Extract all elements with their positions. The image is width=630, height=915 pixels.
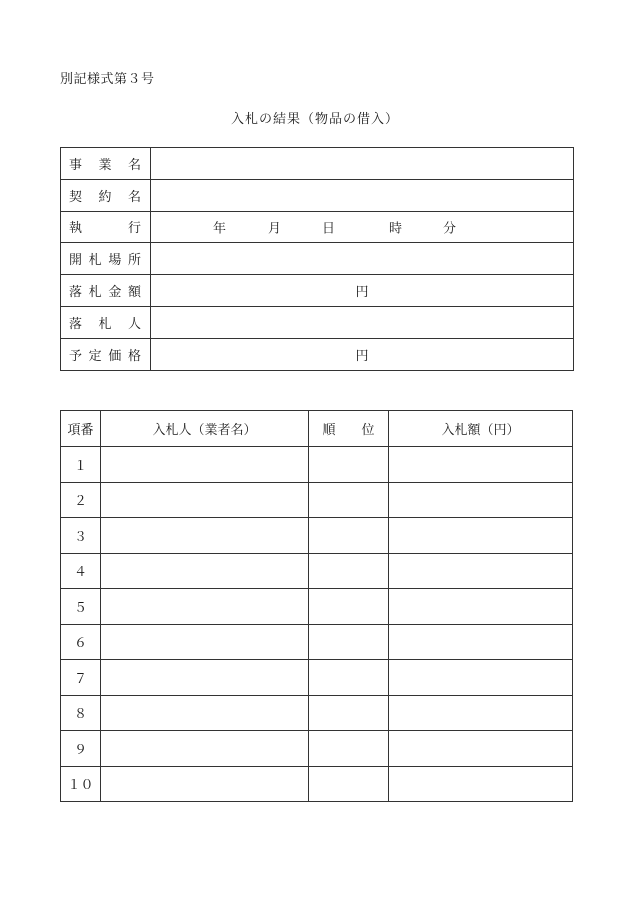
summary-table <box>60 147 574 371</box>
bidder-name-cell[interactable] <box>101 447 309 483</box>
label-project-name: 事 業 名 <box>61 148 151 180</box>
label-winning-amount: 落 札 金 額 <box>61 275 151 307</box>
rank-cell[interactable] <box>309 766 389 802</box>
value-winner[interactable] <box>151 306 574 338</box>
table-row <box>61 482 573 518</box>
bid-table-header <box>61 411 573 447</box>
summary-row-opening-place <box>61 243 574 275</box>
rank-cell[interactable] <box>309 731 389 767</box>
rank-cell[interactable] <box>309 624 389 660</box>
bidder-name-cell[interactable] <box>101 731 309 767</box>
table-row <box>61 447 573 483</box>
value-project-name[interactable] <box>151 148 574 180</box>
header-item-number: 項番 <box>61 411 101 447</box>
value-execution-datetime[interactable] <box>151 211 574 243</box>
unit-hour: 時 <box>389 221 403 237</box>
table-row <box>61 695 573 731</box>
bid-amount-cell[interactable] <box>389 660 573 696</box>
summary-row-winning-amount <box>61 275 574 307</box>
label-winner: 落 札 人 <box>61 306 151 338</box>
bid-amount-cell[interactable] <box>389 518 573 554</box>
table-row <box>61 766 573 802</box>
bid-amount-cell[interactable] <box>389 624 573 660</box>
item-number-cell: ２ <box>61 482 101 518</box>
rank-cell[interactable] <box>309 518 389 554</box>
label-execution: 執 行 <box>61 211 151 243</box>
bid-table <box>60 410 573 802</box>
rank-cell[interactable] <box>309 660 389 696</box>
table-row <box>61 553 573 589</box>
table-row <box>61 660 573 696</box>
value-opening-place[interactable] <box>151 243 574 275</box>
summary-row-planned-price <box>61 338 574 370</box>
rank-cell[interactable] <box>309 482 389 518</box>
item-number-cell: ５ <box>61 589 101 625</box>
bidder-name-cell[interactable] <box>101 553 309 589</box>
bidder-name-cell[interactable] <box>101 695 309 731</box>
unit-year: 年 <box>213 221 227 237</box>
bidder-name-cell[interactable] <box>101 660 309 696</box>
header-bid-amount: 入札額（円） <box>389 411 573 447</box>
rank-cell[interactable] <box>309 589 389 625</box>
document-title: 入札の結果（物品の借入） <box>230 112 399 127</box>
table-row <box>61 624 573 660</box>
item-number-cell: １０ <box>61 766 101 802</box>
unit-day: 日 <box>322 221 336 237</box>
bid-amount-cell[interactable] <box>389 766 573 802</box>
value-planned-price[interactable]: 円 <box>151 338 574 370</box>
value-contract-name[interactable] <box>151 179 574 211</box>
item-number-cell: ７ <box>61 660 101 696</box>
bid-amount-cell[interactable] <box>389 447 573 483</box>
unit-minute: 分 <box>443 221 457 237</box>
item-number-cell: １ <box>61 447 101 483</box>
item-number-cell: ３ <box>61 518 101 554</box>
bidder-name-cell[interactable] <box>101 482 309 518</box>
item-number-cell: ８ <box>61 695 101 731</box>
bid-amount-cell[interactable] <box>389 731 573 767</box>
value-winning-amount[interactable]: 円 <box>151 275 574 307</box>
summary-row-project-name <box>61 148 574 180</box>
form-number: 別記様式第３号 <box>60 72 155 87</box>
bid-amount-cell[interactable] <box>389 589 573 625</box>
header-rank: 順 位 <box>309 411 389 447</box>
item-number-cell: ６ <box>61 624 101 660</box>
summary-row-execution <box>61 211 574 243</box>
label-opening-place: 開 札 場 所 <box>61 243 151 275</box>
table-row <box>61 731 573 767</box>
rank-cell[interactable] <box>309 553 389 589</box>
bidder-name-cell[interactable] <box>101 624 309 660</box>
rank-cell[interactable] <box>309 695 389 731</box>
item-number-cell: ４ <box>61 553 101 589</box>
header-bidder: 入札人（業者名） <box>101 411 309 447</box>
label-contract-name: 契 約 名 <box>61 179 151 211</box>
bidder-name-cell[interactable] <box>101 766 309 802</box>
item-number-cell: ９ <box>61 731 101 767</box>
table-row <box>61 518 573 554</box>
label-planned-price: 予 定 価 格 <box>61 338 151 370</box>
bid-amount-cell[interactable] <box>389 695 573 731</box>
bidder-name-cell[interactable] <box>101 518 309 554</box>
bid-amount-cell[interactable] <box>389 553 573 589</box>
table-row <box>61 589 573 625</box>
rank-cell[interactable] <box>309 447 389 483</box>
unit-month: 月 <box>268 221 282 237</box>
bidder-name-cell[interactable] <box>101 589 309 625</box>
summary-row-contract-name <box>61 179 574 211</box>
summary-row-winner <box>61 306 574 338</box>
bid-amount-cell[interactable] <box>389 482 573 518</box>
